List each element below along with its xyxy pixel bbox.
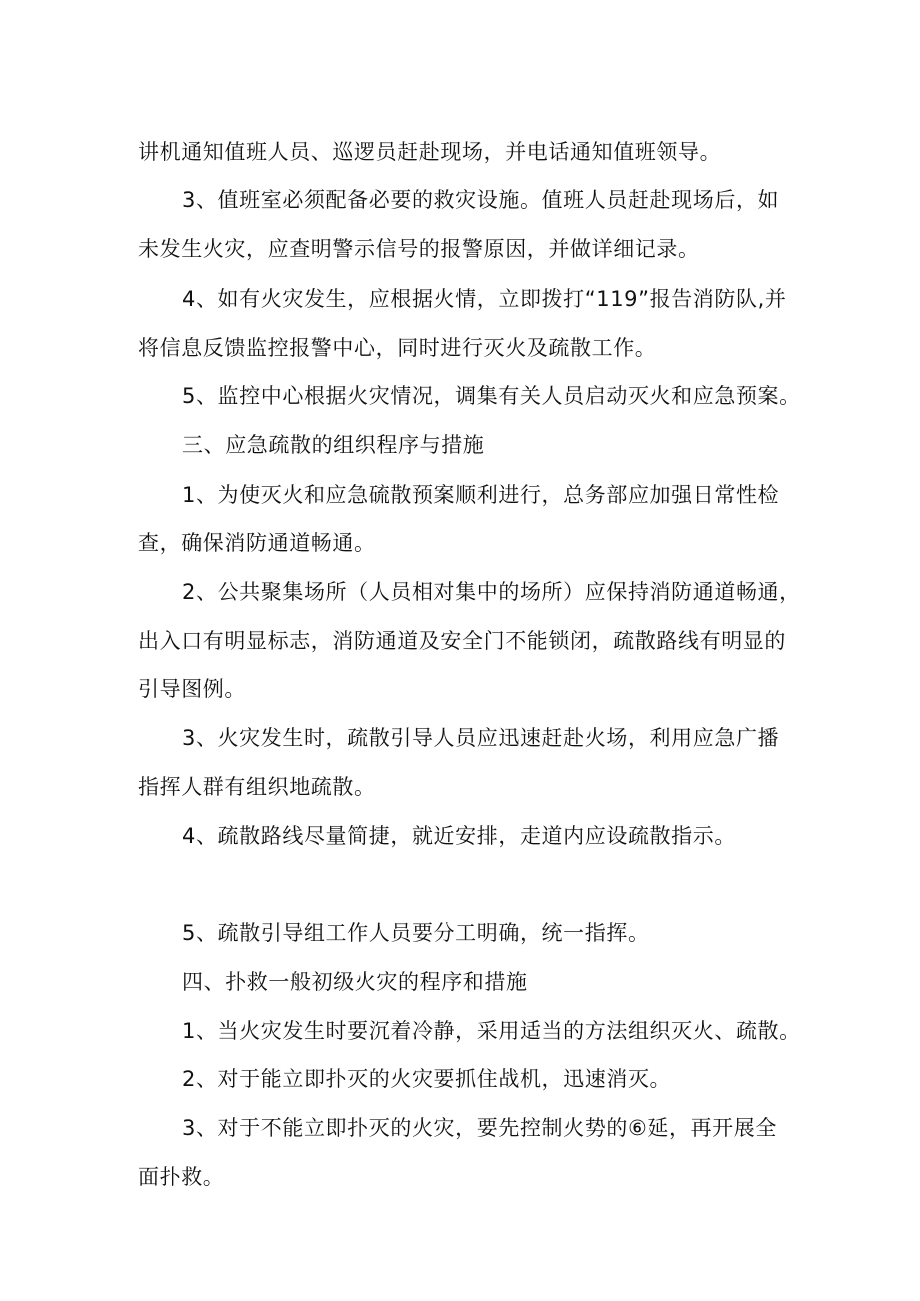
text-line: 查，确保消防通道畅通。 <box>138 531 376 555</box>
text-line: 引导图例。 <box>138 677 246 701</box>
text-line: 将信息反馈监控报警中心，同时进行灭火及疏散工作。 <box>138 336 657 360</box>
text-line: 4、疏散路线尽量简捷，就近安排，走道内应设疏散指示。 <box>182 824 736 848</box>
text-line: 指挥人群有组织地疏散。 <box>138 775 376 799</box>
section-heading: 三、应急疏散的组织程序与措施 <box>182 433 485 457</box>
text-line: 2、公共聚集场所（人员相对集中的场所）应保持消防通道畅通， <box>182 580 801 604</box>
text-line: 面扑救。 <box>138 1165 225 1189</box>
text-line: 5、疏散引导组工作人员要分工明确，统一指挥。 <box>182 921 650 945</box>
section-heading: 四、扑救一般初级火灾的程序和措施 <box>182 970 528 994</box>
text-line: 出入口有明显标志，消防通道及安全门不能锁闭，疏散路线有明显的 <box>138 629 786 653</box>
text-line: 3、火灾发生时，疏散引导人员应迅速赶赴火场，利用应急广播 <box>182 726 780 750</box>
text-line: 1、当火灾发生时要沉着冷静，采用适当的方法组织灭火、疏散。 <box>182 1019 801 1043</box>
text-line: 3、对于不能立即扑灭的火灾，要先控制火势的⑥延，再开展全 <box>182 1116 777 1140</box>
text-line: 2、对于能立即扑灭的火灾要抓住战机，迅速消灭。 <box>182 1067 672 1091</box>
text-line: 3、值班室必须配备必要的救灾设施。值班人员赶赴现场后，如 <box>182 188 780 212</box>
text-line: 未发生火灾，应查明警示信号的报警原因，并做详细记录。 <box>138 237 700 261</box>
text-line: 5、监控中心根据火灾情况，调集有关人员启动灭火和应急预案。 <box>182 384 801 408</box>
text-line: 讲机通知值班人员、巡逻员赶赴现场，并电话通知值班领导。 <box>138 140 722 164</box>
text-line: 1、为使灭火和应急硫散预案顺利进行，总务部应加强日常性检 <box>182 483 780 507</box>
text-line: 4、如有火灾发生，应根据火情，立即拨打“119”报告消防队,并 <box>182 287 787 311</box>
